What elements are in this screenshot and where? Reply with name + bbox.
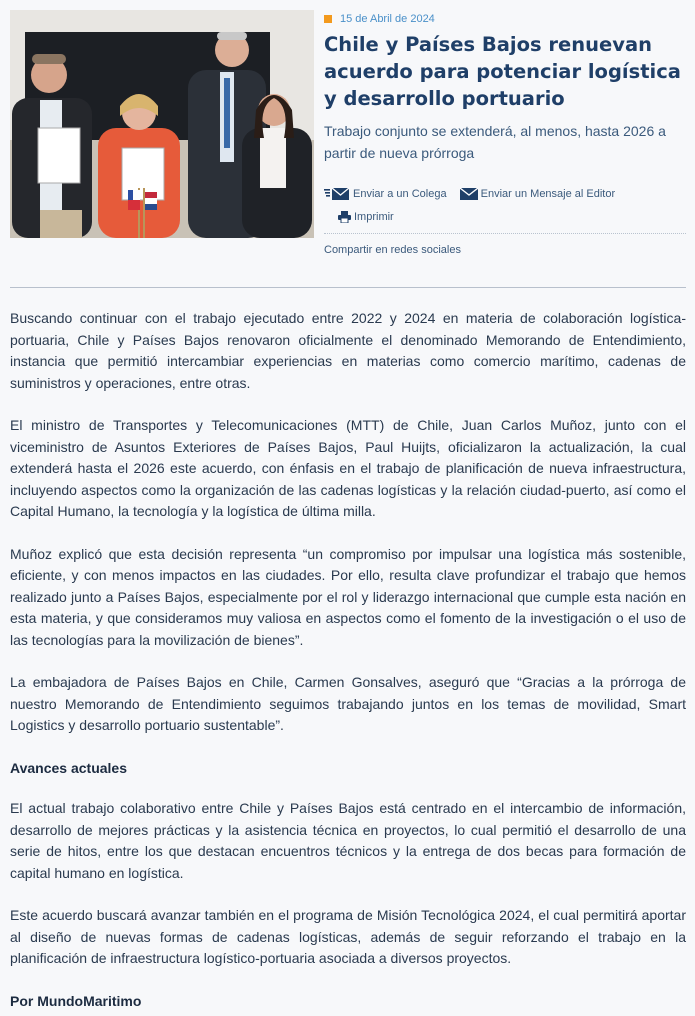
send-to-colleague-link[interactable] xyxy=(324,184,447,204)
paragraph: El ministro de Transportes y Telecomunicaciones (MTT) de Chile, Juan Carlos Muñoz, junto con el viceministro de Asuntos Exteriores de Países Bajos, Paul Huijts, oficializaron la actualización, la cual extenderá hasta el 2026 este acuerdo, con énfasis en el trabajo de planificación de nueva infraestructura, incluyendo aspectos como la organización de las cadenas logísticas y la relación ciudad-puerto, así como el Capital Humano, la tecnología y la logística de última milla. xyxy=(10,417,686,519)
article-meta xyxy=(324,12,686,256)
article-byline: Por MundoMaritimo xyxy=(10,992,142,1009)
print-link[interactable] xyxy=(338,207,394,227)
article-body xyxy=(10,308,686,1012)
paragraph: Muñoz explicó que esta decisión representa “un compromiso por impulsar una logística más sostenible, eficiente, y con menos impactos en las ciudades. Por ello, resulta clave profundizar el trabajo que hemos realizado junto a Países Bajos, especialmente por el rol y liderazgo internacional que cumple esta nación en esta materia, y que consideramos muy valiosa en aspectos como el fomento de la investigación o el uso de las tecnologías para la movilización de bienes”. xyxy=(10,545,686,648)
article-actions xyxy=(324,184,686,230)
print-label: Imprimir xyxy=(354,211,394,223)
send-to-colleague-label: Enviar a un Colega xyxy=(353,188,447,200)
paragraph: El actual trabajo colaborativo entre Chile y Países Bajos está centrado en el intercambio de información, desarrollo de mejores prácticas y la asistencia técnica en proyectos, lo cual permitió el desarrollo de una serie de hitos, entre los que destacan encuentros técnicos y la entrega de dos becas para formación de capital humano en logística. xyxy=(10,800,686,881)
send-to-editor-label: Enviar un Mensaje al Editor xyxy=(480,188,616,200)
share-social-link[interactable]: Compartir en redes sociales xyxy=(324,244,461,256)
paragraph: Este acuerdo buscará avanzar también en el programa de Misión Tecnológica 2024, el cual permitirá aportar al diseño de nuevas formas de cadenas logísticas, además de seguir reforzando el trabajo en la planificación de infraestructura logístico-portuaria asociada a diversos proyectos. xyxy=(10,907,686,966)
section-heading: Avances actuales xyxy=(10,759,127,776)
actions-divider xyxy=(324,233,686,234)
envelope-icon xyxy=(460,188,478,200)
article-subtitle: Trabajo conjunto se extenderá, al menos, hasta 2026 a partir de nueva prórroga xyxy=(324,123,666,161)
paragraph: La embajadora de Países Bajos en Chile, Carmen Gonsalves, aseguró que “Gracias a la prórroga de nuestro Memorando de Entendimiento seguimos trabajando juntos en los temas de movilidad, Smart Logistics y desarrollo portuario sustentable”. xyxy=(10,674,686,733)
article-header xyxy=(0,0,695,290)
header-divider xyxy=(10,287,686,288)
date-row xyxy=(324,12,686,26)
printer-icon xyxy=(338,211,351,223)
send-to-editor-link[interactable] xyxy=(460,184,616,204)
envelope-list-icon xyxy=(324,188,350,200)
paragraph: Buscando continuar con el trabajo ejecutado entre 2022 y 2024 en materia de colaboración logística-portuaria, Chile y Países Bajos renovaron oficialmente el denominado Memorando de Entendimiento, instancia que permitió intercambiar experiencias en materias como comercio marítimo, cadenas de suministros y operaciones, entre otras. xyxy=(10,310,686,391)
article-photo xyxy=(10,10,314,238)
article-date: 15 de Abril de 2024 xyxy=(340,13,435,25)
article-title: Chile y Países Bajos renuevan acuerdo para potenciar logística y desarrollo portuario xyxy=(324,33,681,110)
date-marker-icon xyxy=(324,15,332,23)
